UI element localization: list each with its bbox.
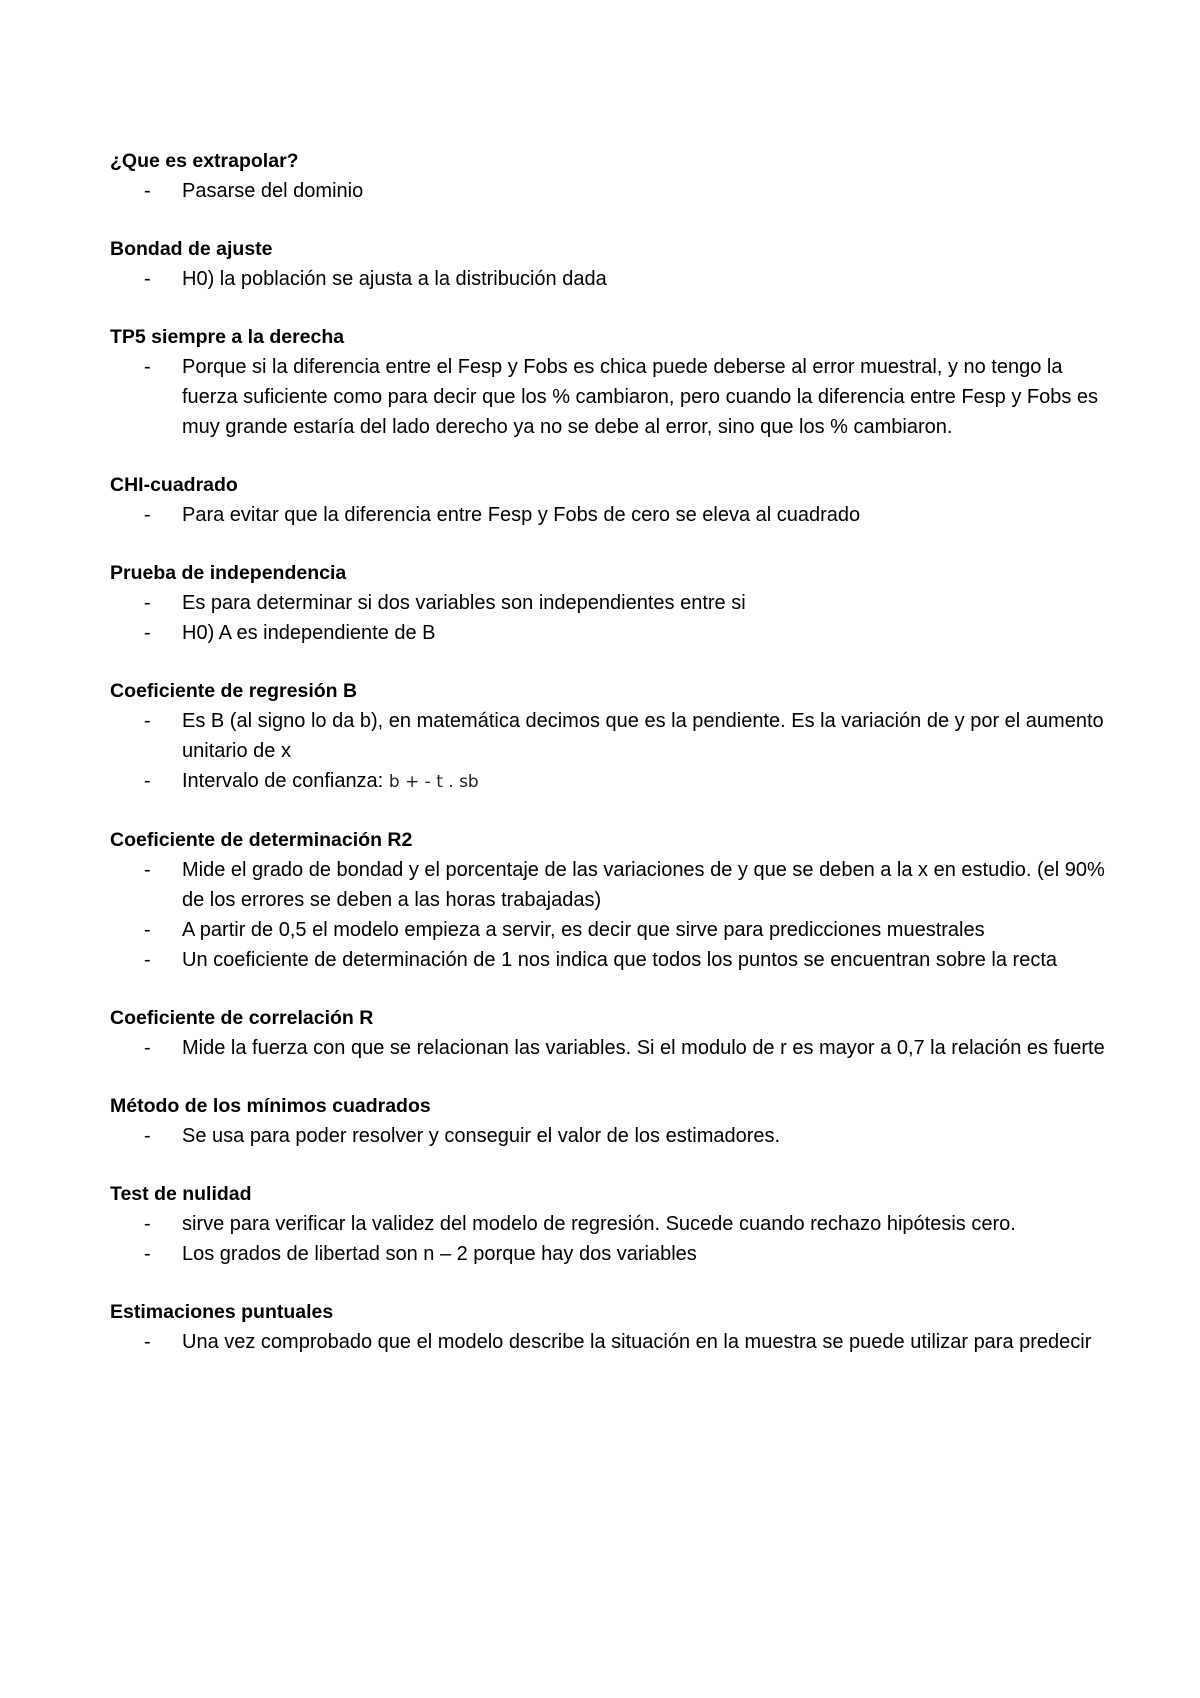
section-extrapolar <box>110 146 1110 206</box>
bullet-text: Mide el grado de bondad y el porcentaje de las variaciones de y que se deben a la x en estudio. (el 90% de los errores se deben a las horas trabajadas) <box>182 859 1105 911</box>
bullet-list <box>110 706 1110 797</box>
dash-marker: - <box>144 1125 151 1147</box>
section-heading: TP5 siempre a la derecha <box>110 326 345 348</box>
dash-marker: - <box>144 504 151 526</box>
bullet-item <box>110 855 1110 915</box>
section-heading: Coeficiente de regresión B <box>110 680 358 702</box>
bullet-item <box>110 352 1110 442</box>
bullet-text: A partir de 0,5 el modelo empieza a servir, es decir que sirve para predicciones muestrales <box>182 919 985 941</box>
section-coeficiente-regresion <box>110 676 1110 797</box>
section-coeficiente-correlacion <box>110 1003 1110 1063</box>
section-heading: Bondad de ajuste <box>110 238 273 260</box>
bullet-list <box>110 264 1110 294</box>
bullet-item <box>110 264 1110 294</box>
bullet-list <box>110 176 1110 206</box>
bullet-text: H0) A es independiente de B <box>182 622 436 644</box>
section-minimos-cuadrados <box>110 1091 1110 1151</box>
interval-label: Intervalo de confianza: <box>182 770 384 792</box>
bullet-list <box>110 500 1110 530</box>
section-prueba-independencia <box>110 558 1110 648</box>
bullet-list <box>110 1209 1110 1269</box>
bullet-text: Es para determinar si dos variables son independientes entre si <box>182 592 746 614</box>
bullet-item <box>110 1327 1110 1357</box>
dash-marker: - <box>144 770 151 792</box>
bullet-text: Los grados de libertad son n – 2 porque hay dos variables <box>182 1243 697 1265</box>
bullet-list <box>110 1327 1110 1357</box>
dash-marker: - <box>144 622 151 644</box>
interval-formula: b + - t . sb <box>388 772 479 792</box>
notes-content <box>110 146 1110 1385</box>
section-heading: Prueba de independencia <box>110 562 347 584</box>
bullet-text: Mide la fuerza con que se relacionan las variables. Si el modulo de r es mayor a 0,7 la relación es fuerte <box>182 1037 1105 1059</box>
dash-marker: - <box>144 592 151 614</box>
bullet-list <box>110 855 1110 975</box>
bullet-item <box>110 1209 1110 1239</box>
bullet-item <box>110 915 1110 945</box>
bullet-item <box>110 500 1110 530</box>
bullet-item <box>110 618 1110 648</box>
section-chi-cuadrado <box>110 470 1110 530</box>
dash-marker: - <box>144 1243 151 1265</box>
section-heading: Método de los mínimos cuadrados <box>110 1095 431 1117</box>
dash-marker: - <box>144 949 151 971</box>
bullet-text: Una vez comprobado que el modelo describe la situación en la muestra se puede utilizar para predecir <box>182 1331 1092 1353</box>
dash-marker: - <box>144 1213 151 1235</box>
dash-marker: - <box>144 356 151 378</box>
section-test-nulidad <box>110 1179 1110 1269</box>
bullet-list <box>110 588 1110 648</box>
dash-marker: - <box>144 919 151 941</box>
section-heading: Coeficiente de determinación R2 <box>110 829 413 851</box>
section-heading: CHI-cuadrado <box>110 474 238 496</box>
bullet-list <box>110 1121 1110 1151</box>
dash-marker: - <box>144 1037 151 1059</box>
bullet-item <box>110 1033 1110 1063</box>
dash-marker: - <box>144 859 151 881</box>
bullet-text: sirve para verificar la validez del modelo de regresión. Sucede cuando rechazo hipótesis cero. <box>182 1213 1016 1235</box>
bullet-text: Un coeficiente de determinación de 1 nos indica que todos los puntos se encuentran sobre la recta <box>182 949 1057 971</box>
section-heading: Estimaciones puntuales <box>110 1301 334 1323</box>
bullet-item <box>110 1121 1110 1151</box>
section-estimaciones-puntuales <box>110 1297 1110 1357</box>
section-heading: Coeficiente de correlación R <box>110 1007 374 1029</box>
bullet-item <box>110 588 1110 618</box>
section-bondad-de-ajuste <box>110 234 1110 294</box>
dash-marker: - <box>144 1331 151 1353</box>
bullet-text: Se usa para poder resolver y conseguir el valor de los estimadores. <box>182 1125 781 1147</box>
dash-marker: - <box>144 180 151 202</box>
dash-marker: - <box>144 710 151 732</box>
section-coeficiente-determinacion <box>110 825 1110 975</box>
bullet-item <box>110 176 1110 206</box>
dash-marker: - <box>144 268 151 290</box>
bullet-item <box>110 706 1110 766</box>
bullet-list <box>110 1033 1110 1063</box>
bullet-text: Pasarse del dominio <box>182 180 364 202</box>
bullet-item <box>110 945 1110 975</box>
section-heading: Test de nulidad <box>110 1183 252 1205</box>
section-heading: ¿Que es extrapolar? <box>110 150 299 172</box>
bullet-text: Porque si la diferencia entre el Fesp y Fobs es chica puede deberse al error muestral, y no tengo la fuerza suficiente como para decir que los % cambiaron, pero cuando la diferencia entre Fesp y Fobs es muy grande estaría del lado derecho ya no se debe al error, sino que los % cambiaron. <box>182 356 1099 438</box>
bullet-item <box>110 1239 1110 1269</box>
bullet-text: Es B (al signo lo da b), en matemática decimos que es la pendiente. Es la variación de y por el aumento unitario de x <box>182 710 1104 762</box>
bullet-text: H0) la población se ajusta a la distribución dada <box>182 268 607 290</box>
bullet-list <box>110 352 1110 442</box>
bullet-item <box>110 766 1110 797</box>
section-tp5 <box>110 322 1110 442</box>
bullet-text: Para evitar que la diferencia entre Fesp y Fobs de cero se eleva al cuadrado <box>182 504 861 526</box>
